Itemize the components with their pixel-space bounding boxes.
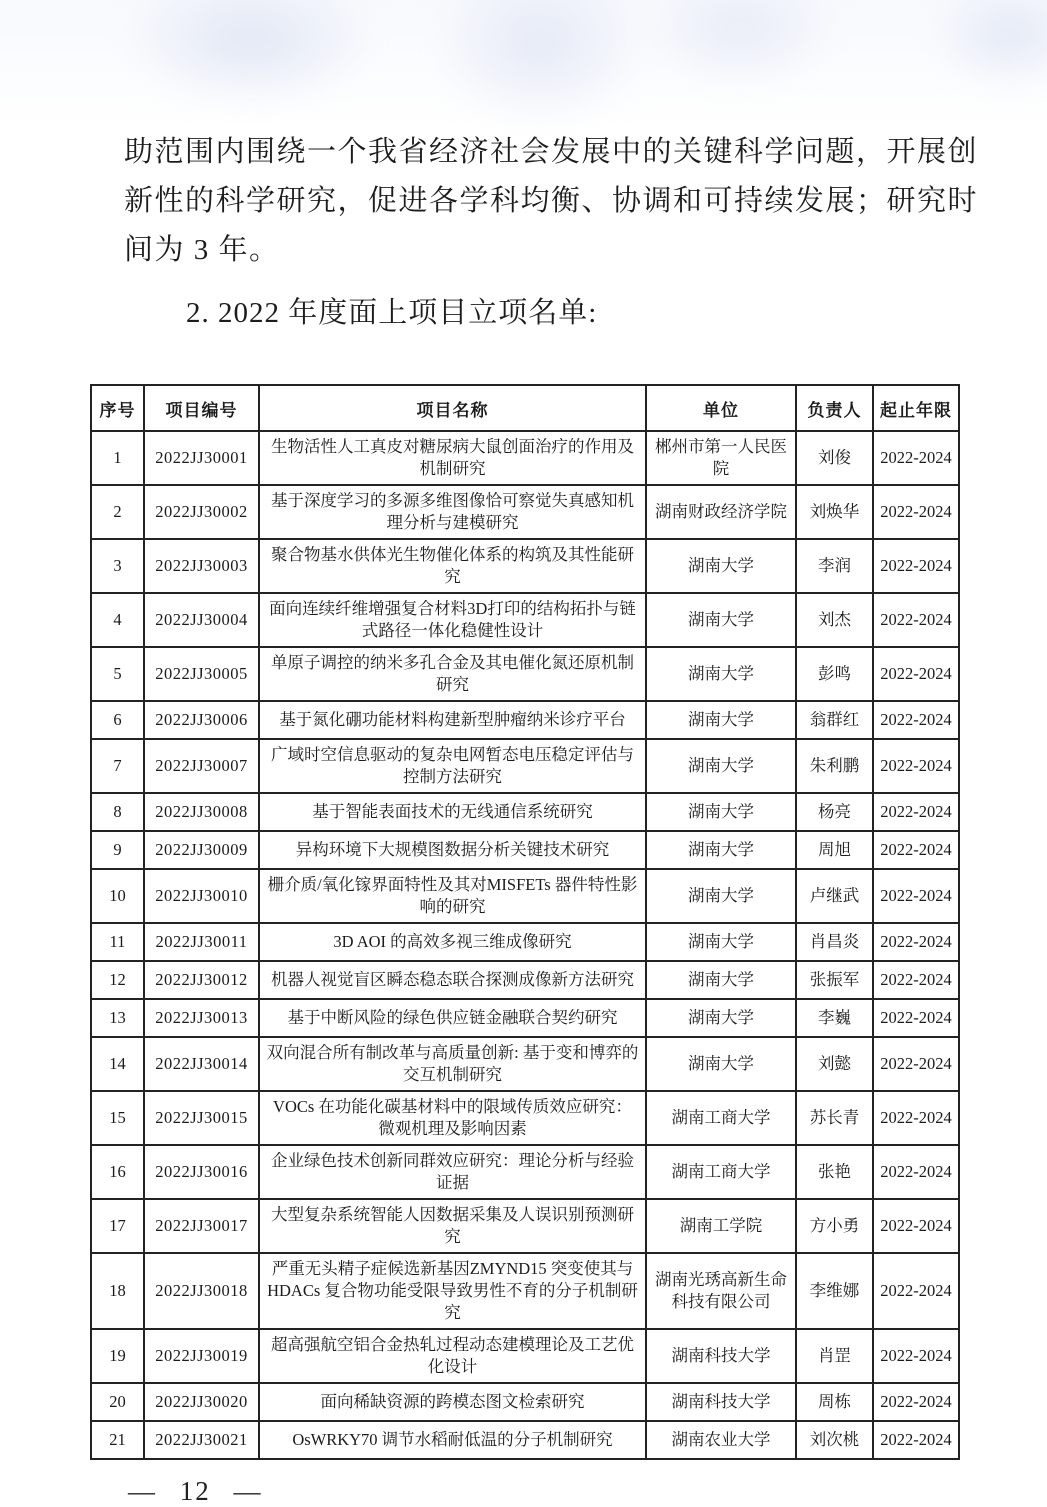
cell-project-title: 基于中断风险的绿色供应链金融联合契约研究 [259, 999, 646, 1037]
table-row [91, 1037, 959, 1091]
cell-project-title: 超高强航空铝合金热轧过程动态建模理论及工艺优化设计 [259, 1329, 646, 1383]
cell-duration: 2022-2024 [873, 999, 959, 1037]
cell-project-title: 双向混合所有制改革与高质量创新: 基于变和博弈的交互机制研究 [259, 1037, 646, 1091]
cell-organization: 湖南大学 [646, 793, 796, 831]
cell-index: 14 [91, 1037, 144, 1091]
cell-project-id: 2022JJ30006 [144, 701, 259, 739]
cell-project-id: 2022JJ30015 [144, 1091, 259, 1145]
cell-organization: 湖南农业大学 [646, 1421, 796, 1459]
scan-artifact [930, 0, 1047, 90]
cell-project-title: 严重无头精子症候选新基因ZMYND15 突变使其与HDACs 复合物功能受限导致男性不育的分子机制研究 [259, 1253, 646, 1329]
body-paragraph [124, 0, 979, 275]
paragraph-line: 助范围内围绕一个我省经济社会发展中的关键科学问题，开展创 [124, 136, 979, 168]
cell-project-id: 2022JJ30009 [144, 831, 259, 869]
cell-leader: 卢继武 [796, 869, 873, 923]
cell-index: 1 [91, 431, 144, 485]
cell-leader: 周旭 [796, 831, 873, 869]
cell-project-title: 异构环境下大规模图数据分析关键技术研究 [259, 831, 646, 869]
cell-index: 15 [91, 1091, 144, 1145]
cell-index: 21 [91, 1421, 144, 1459]
cell-leader: 刘俊 [796, 431, 873, 485]
col-header-leader: 负责人 [796, 385, 873, 431]
cell-project-id: 2022JJ30013 [144, 999, 259, 1037]
cell-project-id: 2022JJ30003 [144, 539, 259, 593]
col-header-organization: 单位 [646, 385, 796, 431]
cell-project-id: 2022JJ30011 [144, 923, 259, 961]
table-row [91, 1421, 959, 1459]
cell-project-id: 2022JJ30020 [144, 1383, 259, 1421]
cell-project-title: 生物活性人工真皮对糖尿病大鼠创面治疗的作用及机制研究 [259, 431, 646, 485]
cell-organization: 湖南财政经济学院 [646, 485, 796, 539]
table-row [91, 961, 959, 999]
cell-project-title: 大型复杂系统智能人因数据采集及人误识别预测研究 [259, 1199, 646, 1253]
cell-index: 6 [91, 701, 144, 739]
cell-project-id: 2022JJ30002 [144, 485, 259, 539]
cell-project-id: 2022JJ30007 [144, 739, 259, 793]
paragraph-line: 间为 3 年。 [124, 234, 280, 266]
cell-project-title: 聚合物基水供体光生物催化体系的构筑及其性能研究 [259, 539, 646, 593]
cell-leader: 周栋 [796, 1383, 873, 1421]
cell-index: 12 [91, 961, 144, 999]
cell-duration: 2022-2024 [873, 1421, 959, 1459]
page-number: — 12 — [128, 1476, 263, 1506]
table-row [91, 593, 959, 647]
cell-duration: 2022-2024 [873, 1329, 959, 1383]
table-body [91, 431, 959, 1459]
table-row [91, 1199, 959, 1253]
cell-duration: 2022-2024 [873, 431, 959, 485]
cell-project-id: 2022JJ30012 [144, 961, 259, 999]
cell-index: 17 [91, 1199, 144, 1253]
cell-index: 5 [91, 647, 144, 701]
table-row [91, 831, 959, 869]
cell-duration: 2022-2024 [873, 701, 959, 739]
section-heading: 2. 2022 年度面上项目立项名单: [186, 297, 598, 329]
table-row [91, 793, 959, 831]
cell-project-title: 基于氮化硼功能材料构建新型肿瘤纳米诊疗平台 [259, 701, 646, 739]
cell-leader: 朱利鹏 [796, 739, 873, 793]
cell-project-title: 基于智能表面技术的无线通信系统研究 [259, 793, 646, 831]
cell-duration: 2022-2024 [873, 923, 959, 961]
cell-duration: 2022-2024 [873, 647, 959, 701]
table-row [91, 1091, 959, 1145]
cell-project-id: 2022JJ30005 [144, 647, 259, 701]
cell-leader: 李润 [796, 539, 873, 593]
cell-index: 19 [91, 1329, 144, 1383]
table-row [91, 739, 959, 793]
cell-leader: 方小勇 [796, 1199, 873, 1253]
cell-project-id: 2022JJ30004 [144, 593, 259, 647]
cell-organization: 湖南工商大学 [646, 1091, 796, 1145]
cell-project-title: OsWRKY70 调节水稻耐低温的分子机制研究 [259, 1421, 646, 1459]
cell-index: 10 [91, 869, 144, 923]
cell-index: 8 [91, 793, 144, 831]
col-header-project-id: 项目编号 [144, 385, 259, 431]
cell-leader: 李巍 [796, 999, 873, 1037]
cell-index: 7 [91, 739, 144, 793]
cell-index: 11 [91, 923, 144, 961]
cell-project-id: 2022JJ30017 [144, 1199, 259, 1253]
cell-project-id: 2022JJ30010 [144, 869, 259, 923]
cell-duration: 2022-2024 [873, 1253, 959, 1329]
cell-duration: 2022-2024 [873, 869, 959, 923]
cell-index: 4 [91, 593, 144, 647]
cell-organization: 湖南科技大学 [646, 1329, 796, 1383]
cell-index: 3 [91, 539, 144, 593]
table-row [91, 431, 959, 485]
cell-organization: 湖南大学 [646, 539, 796, 593]
cell-duration: 2022-2024 [873, 1091, 959, 1145]
cell-leader: 肖昌炎 [796, 923, 873, 961]
project-table [90, 384, 960, 1460]
cell-organization: 湖南科技大学 [646, 1383, 796, 1421]
table-row [91, 701, 959, 739]
cell-leader: 刘焕华 [796, 485, 873, 539]
cell-project-title: 单原子调控的纳米多孔合金及其电催化氮还原机制研究 [259, 647, 646, 701]
cell-project-id: 2022JJ30008 [144, 793, 259, 831]
cell-leader: 刘懿 [796, 1037, 873, 1091]
table-row [91, 999, 959, 1037]
cell-leader: 刘杰 [796, 593, 873, 647]
cell-index: 18 [91, 1253, 144, 1329]
cell-project-title: 3D AOI 的高效多视三维成像研究 [259, 923, 646, 961]
cell-index: 16 [91, 1145, 144, 1199]
cell-duration: 2022-2024 [873, 739, 959, 793]
table-row [91, 539, 959, 593]
cell-project-id: 2022JJ30016 [144, 1145, 259, 1199]
cell-leader: 肖罡 [796, 1329, 873, 1383]
cell-project-id: 2022JJ30021 [144, 1421, 259, 1459]
cell-project-title: 广域时空信息驱动的复杂电网暂态电压稳定评估与控制方法研究 [259, 739, 646, 793]
cell-organization: 湖南大学 [646, 999, 796, 1037]
cell-organization: 湖南工商大学 [646, 1145, 796, 1199]
cell-project-id: 2022JJ30001 [144, 431, 259, 485]
table-row [91, 869, 959, 923]
cell-project-id: 2022JJ30018 [144, 1253, 259, 1329]
cell-leader: 李维娜 [796, 1253, 873, 1329]
cell-duration: 2022-2024 [873, 485, 959, 539]
cell-duration: 2022-2024 [873, 539, 959, 593]
cell-project-title: 基于深度学习的多源多维图像恰可察觉失真感知机理分析与建模研究 [259, 485, 646, 539]
table-row [91, 923, 959, 961]
table-row [91, 1145, 959, 1199]
cell-organization: 湖南大学 [646, 1037, 796, 1091]
paragraph-line: 新性的科学研究，促进各学科均衡、协调和可持续发展；研究时 [124, 185, 979, 217]
cell-index: 20 [91, 1383, 144, 1421]
cell-organization: 湖南大学 [646, 961, 796, 999]
table-row [91, 647, 959, 701]
cell-organization: 湖南大学 [646, 831, 796, 869]
cell-organization: 湖南大学 [646, 701, 796, 739]
cell-index: 9 [91, 831, 144, 869]
cell-project-title: 面向连续纤维增强复合材料3D打印的结构拓扑与链式路径一体化稳健性设计 [259, 593, 646, 647]
cell-leader: 张艳 [796, 1145, 873, 1199]
col-header-project-title: 项目名称 [259, 385, 646, 431]
cell-leader: 刘次桃 [796, 1421, 873, 1459]
cell-project-title: 机器人视觉盲区瞬态稳态联合探测成像新方法研究 [259, 961, 646, 999]
table-row [91, 1383, 959, 1421]
table-row [91, 1253, 959, 1329]
cell-leader: 杨亮 [796, 793, 873, 831]
cell-duration: 2022-2024 [873, 593, 959, 647]
cell-organization: 湖南大学 [646, 593, 796, 647]
cell-organization: 湖南大学 [646, 923, 796, 961]
cell-organization: 郴州市第一人民医院 [646, 431, 796, 485]
cell-project-title: 面向稀缺资源的跨模态图文检索研究 [259, 1383, 646, 1421]
cell-project-id: 2022JJ30014 [144, 1037, 259, 1091]
cell-duration: 2022-2024 [873, 1037, 959, 1091]
cell-duration: 2022-2024 [873, 831, 959, 869]
table-row [91, 485, 959, 539]
cell-index: 2 [91, 485, 144, 539]
col-header-index: 序号 [91, 385, 144, 431]
cell-index: 13 [91, 999, 144, 1037]
cell-project-title: 企业绿色技术创新同群效应研究：理论分析与经验证据 [259, 1145, 646, 1199]
cell-duration: 2022-2024 [873, 1199, 959, 1253]
cell-leader: 翁群红 [796, 701, 873, 739]
cell-duration: 2022-2024 [873, 1383, 959, 1421]
cell-project-title: 栅介质/氧化镓界面特性及其对MISFETs 器件特性影响的研究 [259, 869, 646, 923]
cell-organization: 湖南工学院 [646, 1199, 796, 1253]
cell-leader: 苏长青 [796, 1091, 873, 1145]
cell-project-id: 2022JJ30019 [144, 1329, 259, 1383]
cell-organization: 湖南光琇高新生命科技有限公司 [646, 1253, 796, 1329]
col-header-duration: 起止年限 [873, 385, 959, 431]
cell-duration: 2022-2024 [873, 1145, 959, 1199]
cell-organization: 湖南大学 [646, 739, 796, 793]
cell-duration: 2022-2024 [873, 961, 959, 999]
cell-project-title: VOCs 在功能化碳基材料中的限域传质效应研究：微观机理及影响因素 [259, 1091, 646, 1145]
cell-organization: 湖南大学 [646, 647, 796, 701]
cell-duration: 2022-2024 [873, 793, 959, 831]
cell-leader: 彭鸣 [796, 647, 873, 701]
cell-leader: 张振军 [796, 961, 873, 999]
cell-organization: 湖南大学 [646, 869, 796, 923]
table-header-row [91, 385, 959, 431]
table-row [91, 1329, 959, 1383]
